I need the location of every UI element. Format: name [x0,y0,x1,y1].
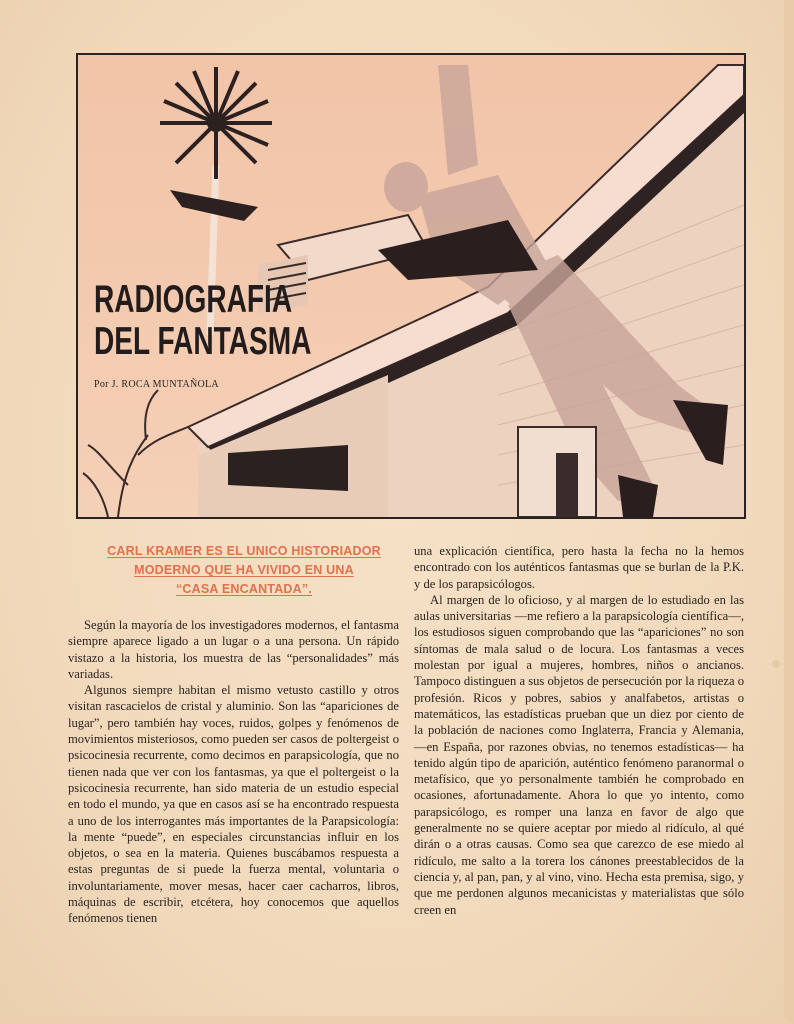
subhead-line-3: “CASA ENCANTADA”. [175,582,313,596]
right-paragraph-2: Al margen de lo oficioso, y al margen de lo estudiado en las aulas universitarias —me refiero a la parapsicología científica—, los estudiosos siguen comprobando que las “apariciones” no son síntomas de mala salud o de locura. Los fantasmas a veces molestan por igual a mujeres, hombres, niños o ancianos. Tampoco distinguen a sus objetos de persecución por la riqueza o profesión. Ricos y pobres, sabios y analfabetos, artistas o matemáticos, las estadísticas prueban que un diez por ciento de la población de naciones como Inglaterra, Francia y Alemania, —en España, por razones obvias, no tenemos estadísticas— ha tenido algún tipo de aparición, auténtico fenómeno paranormal o metafísico, que yo personalmente también he comprobado en ocasiones, afortunadamente. Ahora lo que yo intento, como parapsicólogo, es romper una lanza en favor de algo que generalmente no se quiere aceptar por miedo al ridículo, al qué dirán o a otras causas. Como sea que carezco de ese miedo al ridículo, me salto a la torera los cánones preestablecidos de la ciencia y, al pan, pan, y al vino, vino. Hecha esta premisa, sigo, y que me perdonen algunos mecanicistas y materialistas que sólo creen en [414,592,744,917]
right-paragraph-1: una explicación científica, pero hasta la fecha no la hemos encontrado con los auténticos fantasmas que se burlan de la P.K. y de los parapsicólogos. [414,544,744,591]
title-line-1: RADIOGRAFIA [94,278,293,321]
title-line-2: DEL FANTASMA [94,320,312,363]
left-paragraph-2: Algunos siempre habitan el mismo vetusto castillo y otros visitan rascacielos de cristal y aluminio. Son las “apariciones de lugar”, pero también hay voces, ruidos, golpes y fenómenos de movimientos misteriosos, como pueden ser casos de poltergeist o psicocinesia recurrente, como decimos en parapsicología, que no tienen nada que ver con los fantasmas, ya que el poltergeist o la psicocinesia recurrente, han sido materia de un estudio especial en todo el mundo, ya que en casos así se ha encontrado respuesta a uno de los interrogantes más importantes de la Parapsicología: la mente “puede”, en especiales circunstancias influir en los objetos, o sea en la materia. Quienes buscábamos respuesta a estas preguntas de si puede la fuerza mental, voluntaria o involuntariamente, mover mesas, hacer caer cacharros, libros, máquinas de escribir, etcétera, hoy conocemos que aquellos fenómenos tienen [68,683,399,926]
right-column [414,543,744,918]
subhead-line-1: CARL KRAMER ES EL UNICO HISTORIADOR [107,544,381,558]
byline: Por J. ROCA MUNTAÑOLA [94,379,219,390]
left-paragraph-1: Según la mayoría de los investigadores modernos, el fantasma siempre aparece ligado a un lugar o a una persona. Un rápido vistazo a la historia, los muestra de las “personalidades” más variadas. [68,618,399,681]
article-subheading [84,542,404,599]
ghost-photo [76,53,746,519]
paper-mark [772,660,780,668]
article-title [94,279,311,363]
subhead-line-2: MODERNO QUE HA VIVIDO EN UNA [134,563,354,577]
left-column [68,617,399,927]
